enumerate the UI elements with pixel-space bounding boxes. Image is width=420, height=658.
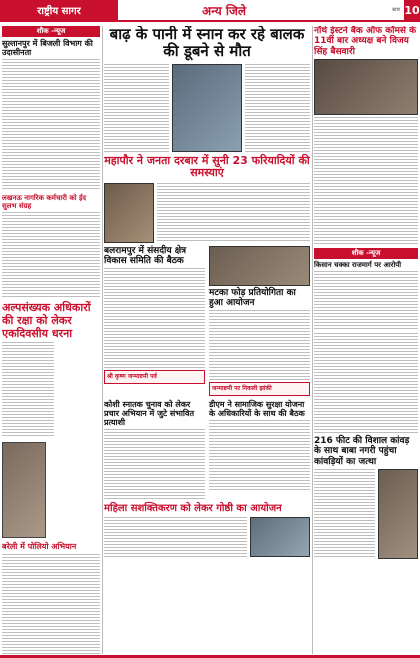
article-body [209, 310, 310, 380]
article-body [104, 268, 205, 368]
headline: किसान चक्का राजमार्ग पर आरोपी [314, 261, 402, 270]
lead-headline: बाढ़ के पानी में स्नान कर रहे बालक की डूबने से मौत [109, 26, 305, 61]
article-body [157, 183, 310, 243]
news-photo [2, 442, 46, 538]
article-body [104, 64, 169, 152]
headline: बरेली में पोलियो अभियान [2, 542, 77, 552]
news-photo [104, 183, 154, 243]
headline: 216 फीट की विशाल कांवड़ के साथ बाबा नगरी पहुंचा कांवड़ियों का जत्था [314, 436, 410, 467]
news-photo [209, 246, 310, 286]
article-body [2, 59, 100, 191]
column-center [104, 26, 310, 654]
article-body [314, 333, 418, 433]
info-box: श्री कृष्ण जन्माष्टमी पर्व [104, 370, 205, 383]
section-title: अन्य जिले [202, 3, 246, 18]
article-body [2, 342, 54, 438]
masthead [0, 0, 420, 22]
article-body [104, 429, 205, 499]
article-body [314, 117, 418, 245]
section-tag: शौक -न्यूज [2, 26, 100, 37]
article-body [245, 64, 310, 152]
paper-name: राष्ट्रीय सागर [0, 0, 118, 21]
info-box: जन्माष्टमी पर निकली झांकी [209, 382, 310, 395]
column-right [314, 26, 418, 654]
article-body [104, 517, 247, 557]
headline: कोशी स्नातक चुनाव को लेकर प्रचार अभियान में जुटे संभावित प्रत्याशी [104, 399, 195, 428]
article-body [2, 554, 100, 654]
news-photo [314, 59, 418, 115]
headline: सुल्तानपुर में बिजली विभाग की उदासीनता [2, 39, 93, 58]
article-body [2, 212, 100, 298]
column-left [2, 26, 100, 654]
news-photo [250, 517, 310, 557]
headline: लखनऊ नागरिक कर्मचारी को ईद सुलभ संग्रह [2, 194, 87, 211]
news-photo [172, 64, 242, 152]
news-photo [378, 469, 418, 559]
headline: नॉर्थ ईस्टर्न बैंक ऑफ कॉमर्स के 11वीं बार अध्यक्ष बने विजय सिंह बैसवारी [314, 26, 417, 57]
section-tag: शौक -न्यूज [314, 248, 418, 259]
article-body [314, 469, 375, 559]
headline: महिला सशक्तिकरण को लेकर गोष्ठी का आयोजन [104, 503, 282, 515]
headline: महापौर ने जनता दरबार में सुनी 23 फरियादियों की समस्याएं [104, 153, 310, 180]
article-body [314, 271, 418, 331]
article-body [209, 420, 310, 490]
page-number: 10 [404, 0, 420, 20]
headline: बलरामपुर में संसदीय क्षेत्र विकास समिति की बैठक [104, 245, 187, 267]
headline: अल्पसंख्यक अधिकारों की रक्षा को लेकर एकदिवसीय धरना [2, 301, 91, 340]
headline: मटका फोड़ प्रतियोगिता का हुआ आयोजन [209, 287, 296, 309]
headline: डीएम ने सामाजिक सुरक्षा योजना के अधिकारियों के साथ की बैठक [209, 399, 305, 418]
date-line: स्टार [392, 7, 400, 13]
